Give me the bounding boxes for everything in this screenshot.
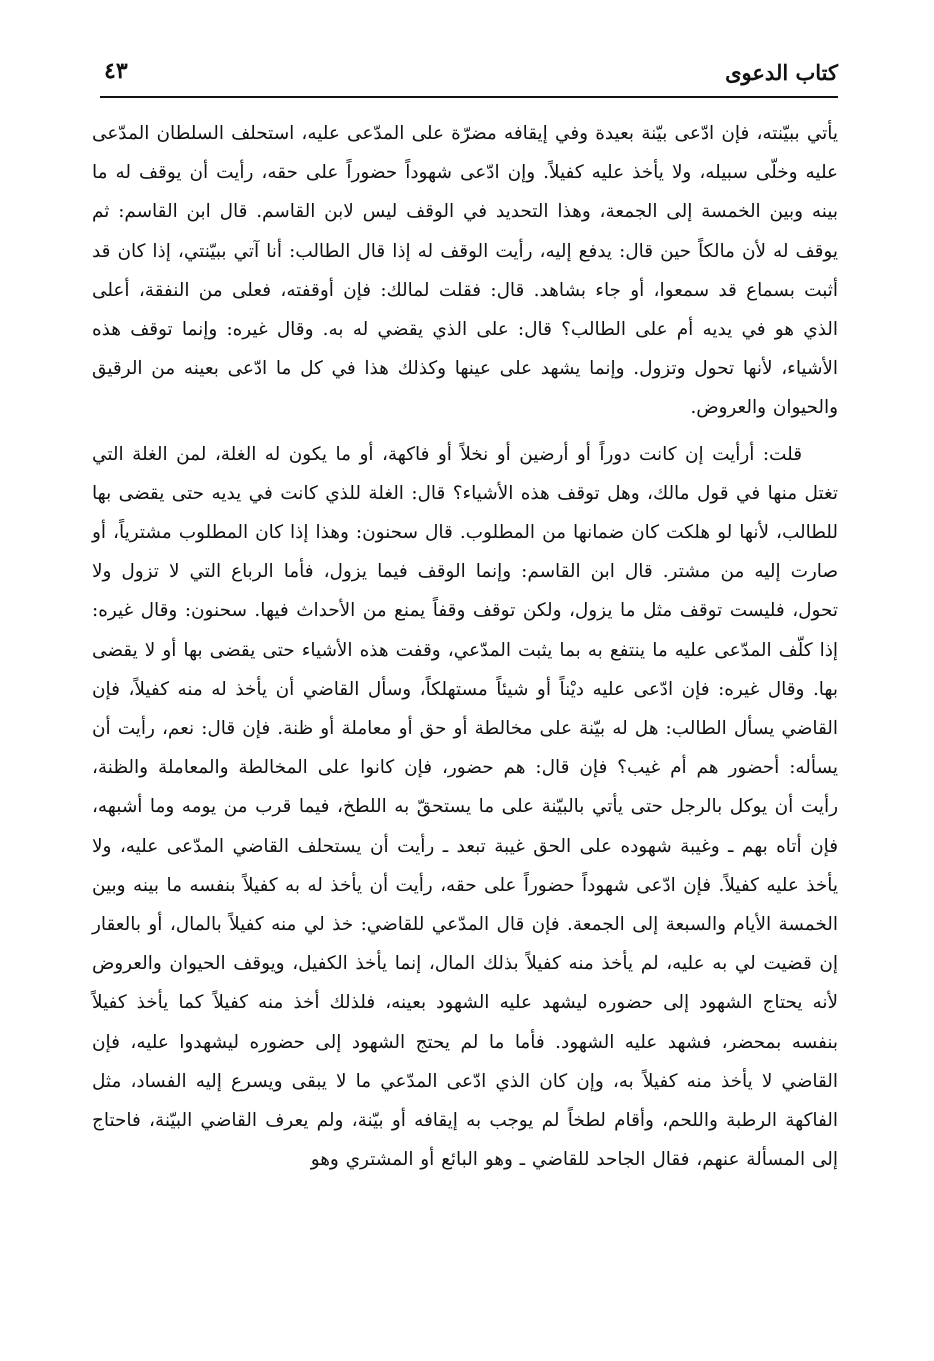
page-header — [100, 56, 838, 96]
paragraph: يأتي ببيّنته، فإن ادّعى بيّنة بعيدة وفي إيقافه مضرّة على المدّعى عليه، استحلف السلطان المدّعى عليه وخلّى سبيله، ولا يأخذ عليه كفيلاً. وإن ادّعى شهوداً حضوراً على حقه، رأيت أن يوقف له ما بينه وبين الخمسة إلى الجمعة، وهذا التحديد في الوقف ليس لابن القاسم. قال ابن القاسم: ثم يوقف له لأن مالكاً حين قال: يدفع إليه، رأيت الوقف له إذا قال الطالب: أنا آتي ببيّنتي، إذا كان قد أثبت بسماع قد سمعوا، أو جاء بشاهد. قال: فقلت لمالك: فإن أوقفته، فعلى من النفقة، أعلى الذي هو في يديه أم على الطالب؟ قال: على الذي يقضي له به. وقال غيره: وإنما توقف هذه الأشياء، لأنها تحول وتزول. وإنما يشهد على عينها وكذلك هذا في كل ما ادّعى بعينه من الرقيق والحيوان والعروض. — [92, 123, 838, 419]
main-text — [92, 114, 838, 1179]
paragraph: قلت: أرأيت إن كانت دوراً أو أرضين أو نخلاً أو فاكهة، أو ما يكون له الغلة، لمن الغلة التي تغتل منها في قول مالك، وهل توقف هذه الأشياء؟ قال: الغلة للذي كانت في يديه حتى يقضى بها للطالب، لأنها لو هلكت كان ضمانها من المطلوب. قال سحنون: وهذا إذا كان المطلوب مشترياً، أو صارت إليه من مشتر. قال ابن القاسم: وإنما الوقف فيما يزول، فأما الرباع التي لا تزول ولا تحول، فليست توقف مثل ما يزول، ولكن توقف وقفاً يمنع من الأحداث فيها. سحنون: وقال غيره: إذا كلّف المدّعى عليه ما ينتفع به بما يثبت المدّعي، وقفت هذه الأشياء حتى يقضى بها أو لا يقضى بها. وقال غيره: فإن ادّعى عليه ديْناً أو شيئاً مستهلكاً، وسأل القاضي أن يأخذ له منه كفيلاً، فإن القاضي يسأل الطالب: هل له بيّنة على مخالطة أو حق أو معاملة أو ظنة. فإن قال: نعم، رأيت أن يسأله: أحضور هم أم غيب؟ فإن قال: هم حضور، فإن كانوا على المخالطة والمعاملة والظنة، رأيت أن يوكل بالرجل حتى يأتي بالبيّنة على ما يستحقّ به اللطخ، فيما قرب من يومه وما أشبهه، فإن أتاه بهم ـ وغيبة شهوده على الحق غيبة تبعد ـ رأيت أن يستحلف القاضي المدّعى عليه، ولا يأخذ عليه كفيلاً. فإن ادّعى شهوداً حضوراً على حقه، رأيت أن يأخذ له به كفيلاً بنفسه ما بينه وبين الخمسة الأيام والسبعة إلى الجمعة. فإن قال المدّعي للقاضي: خذ لي منه كفيلاً بالمال، أو بالعقار إن قضيت لي به عليه، لم يأخذ منه كفيلاً بذلك المال، إنما يأخذ الكفيل، ويوقف الحيوان والعروض لأنه يحتاج الشهود إلى حضوره ليشهد عليه الشهود بعينه، فلذلك أخذ منه كفيلاً كما يأخذ كفيلاً بنفسه بمحضر، فشهد عليه الشهود. فأما ما لم يحتج الشهود إلى حضوره ليشهدوا عليه، فإن القاضي لا يأخذ منه كفيلاً به، وإن كان الذي ادّعى المدّعي ما لا يبقى ويسرع إليه الفساد، مثل الفاكهة الرطبة واللحم، وأقام لطخاً لم يوجب به إيقافه أو بيّنة، ولم يعرف القاضي البيّنة، فاحتاج إلى المسألة عنهم، فقال الجاحد للقاضي ـ وهو البائع أو المشتري وهو — [92, 443, 838, 1171]
header-divider — [100, 96, 838, 98]
running-title: كتاب الدعوى — [725, 60, 838, 85]
page-number: ٤٣ — [104, 58, 128, 84]
